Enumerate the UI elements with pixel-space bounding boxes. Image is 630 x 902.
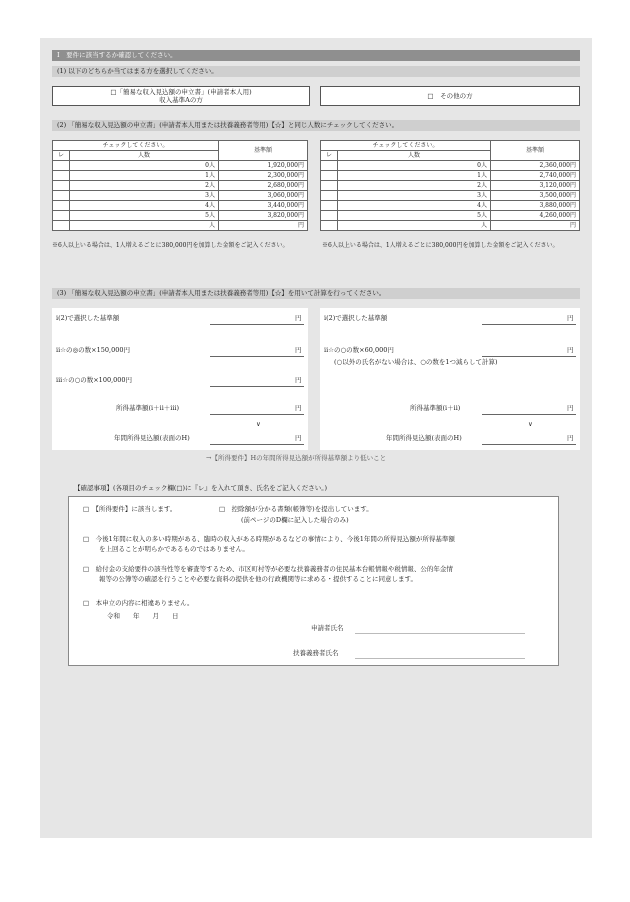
right-calc-box: [320, 308, 580, 450]
confirm-item-consent-cont: 報等の公簿等の確認を行うことや必要な資料の提供を他の行政機関等に求める・提供することに同意します。: [99, 575, 417, 583]
left-annual-input[interactable]: [210, 444, 304, 445]
value-cell: 4,260,000円: [491, 211, 580, 221]
left-calc-i: i(2)で選択した基準額: [56, 314, 120, 322]
check-cell[interactable]: [321, 161, 338, 171]
less-than-mark: ∨: [256, 420, 261, 428]
people-cell: 0人: [338, 161, 491, 171]
table-row[interactable]: [53, 181, 308, 191]
left-calc-box: [52, 308, 308, 450]
yen-label: 円: [295, 314, 302, 322]
people-cell: 5人: [338, 211, 491, 221]
yen-label: 円: [295, 404, 302, 412]
right-table-note: ※6人以上いる場合は、1人増えるごとに380,000円を加算した金額をご記入ください。: [322, 242, 559, 249]
right-calc-i: i(2)で選択した基準額: [324, 314, 388, 322]
people-cell: 人: [70, 221, 219, 231]
check-cell[interactable]: [321, 211, 338, 221]
left-total-input[interactable]: [210, 414, 304, 415]
people-cell: 1人: [338, 171, 491, 181]
people-cell: 1人: [70, 171, 219, 181]
check-cell[interactable]: [53, 201, 70, 211]
left-table-note: ※6人以上いる場合は、1人増えるごとに380,000円を加算した金額をご記入ください。: [52, 242, 289, 249]
confirm-item-no-excess-cont: を上回ることが明らかであるものではありません。: [99, 545, 249, 553]
people-cell: 人: [338, 221, 491, 231]
left-calc-iii: iii☆の○の数×100,000円: [56, 376, 133, 384]
less-than-mark: ∨: [528, 420, 533, 428]
check-cell[interactable]: [53, 171, 70, 181]
left-i-input[interactable]: [210, 324, 304, 325]
option-a-line2: 収入基準Aの方: [159, 96, 203, 104]
people-cell: 4人: [338, 201, 491, 211]
value-cell: 2,300,000円: [219, 171, 308, 181]
table-row[interactable]: [53, 221, 308, 231]
income-requirement-note: →【所得要件】Hの年間所得見込額が所得基準額より低いこと: [206, 454, 387, 462]
left-iii-input[interactable]: [210, 386, 304, 387]
table-row[interactable]: [53, 171, 308, 181]
confirm-item-consent[interactable]: □ 給付金の支給要件の該当性等を審査等するため、市区町村等が必要な扶養義務者の住民基本台帳情報や税情報、公的年金情: [83, 565, 453, 573]
value-cell: 3,120,000円: [491, 181, 580, 191]
right-calc-ii-note: (○以外の氏名がない場合は、○の数を1つ減らして計算): [334, 358, 498, 366]
value-cell: 2,360,000円: [491, 161, 580, 171]
people-cell: 0人: [70, 161, 219, 171]
check-cell[interactable]: [321, 201, 338, 211]
people-cell: 4人: [70, 201, 219, 211]
table-row[interactable]: [321, 161, 580, 171]
people-cell: 5人: [70, 211, 219, 221]
check-cell[interactable]: [53, 211, 70, 221]
right-check-header: チェックしてください。: [321, 141, 491, 151]
applicant-name-input[interactable]: [355, 633, 525, 634]
table-row[interactable]: [53, 191, 308, 201]
option-a-line1: □「簡易な収入見込額の申立書」(申請者本人用): [110, 87, 252, 96]
section-title: I 要件に該当するか確認してください。: [52, 50, 580, 61]
confirm-item-income[interactable]: □ 【所得要件】に該当します。: [83, 505, 177, 513]
left-col-check: レ: [53, 151, 70, 161]
table-row[interactable]: [53, 211, 308, 221]
confirm-item-deduction-note: (前ページのD欄に記入した場合のみ): [241, 516, 349, 524]
check-cell[interactable]: [321, 221, 338, 231]
guardian-name-input[interactable]: [355, 658, 525, 659]
value-cell: 2,680,000円: [219, 181, 308, 191]
left-calc-total: 所得基準額(i＋ii＋iii): [116, 404, 180, 412]
right-calc-ii: ii☆の○の数×60,000円: [324, 346, 394, 354]
guardian-name-label: 扶養義務者氏名: [293, 649, 339, 657]
q2-label: (2) 「簡易な収入見込額の申立書」(申請者本人用または扶養義務者等用)【☆】と同じ人数にチェックしてください。: [52, 120, 580, 131]
table-row[interactable]: [53, 161, 308, 171]
confirm-box: [68, 496, 559, 666]
table-row[interactable]: [321, 181, 580, 191]
check-cell[interactable]: [53, 181, 70, 191]
right-ii-input[interactable]: [482, 356, 576, 357]
right-base-table: [320, 140, 580, 231]
left-col-base: 基準額: [219, 141, 308, 161]
value-cell: 円: [219, 221, 308, 231]
value-cell: 3,060,000円: [219, 191, 308, 201]
table-row[interactable]: [53, 201, 308, 211]
check-cell[interactable]: [53, 191, 70, 201]
check-cell[interactable]: [53, 221, 70, 231]
value-cell: 1,920,000円: [219, 161, 308, 171]
left-calc-ii: ii☆の◎の数×150,000円: [56, 346, 130, 354]
right-col-check: レ: [321, 151, 338, 161]
value-cell: 3,820,000円: [219, 211, 308, 221]
yen-label: 円: [295, 346, 302, 354]
yen-label: 円: [567, 404, 574, 412]
people-cell: 2人: [338, 181, 491, 191]
q3-label: (3) 「簡易な収入見込額の申立書」(申請者本人用または扶養義務者等用)【☆】を用いて計算を行ってください。: [52, 288, 580, 299]
table-row[interactable]: [321, 191, 580, 201]
check-cell[interactable]: [53, 161, 70, 171]
confirm-item-deduction[interactable]: □ 控除額が分かる書類(帳簿等)を提出しています。: [219, 505, 373, 513]
right-i-input[interactable]: [482, 324, 576, 325]
value-cell: 3,440,000円: [219, 201, 308, 211]
right-col-base: 基準額: [491, 141, 580, 161]
yen-label: 円: [567, 346, 574, 354]
left-col-people: 人数: [70, 151, 219, 161]
check-cell[interactable]: [321, 181, 338, 191]
table-row[interactable]: [321, 171, 580, 181]
people-cell: 3人: [338, 191, 491, 201]
left-ii-input[interactable]: [210, 356, 304, 357]
table-row[interactable]: [321, 221, 580, 231]
check-cell[interactable]: [321, 171, 338, 181]
left-check-header: チェックしてください。: [53, 141, 219, 151]
value-cell: 3,500,000円: [491, 191, 580, 201]
yen-label: 円: [567, 314, 574, 322]
value-cell: 3,880,000円: [491, 201, 580, 211]
confirm-item-no-excess[interactable]: □ 今後1年間に収入の多い時期がある、臨時の収入がある時期があるなどの事情により、今後1年間の所得見込額が所得基準額: [83, 535, 455, 543]
right-annual-input[interactable]: [482, 444, 576, 445]
yen-label: 円: [295, 376, 302, 384]
check-cell[interactable]: [321, 191, 338, 201]
date-field[interactable]: 令和 年 月 日: [107, 612, 179, 620]
option-a-box[interactable]: [52, 86, 310, 106]
value-cell: 2,740,000円: [491, 171, 580, 181]
people-cell: 3人: [70, 191, 219, 201]
option-b-box[interactable]: [320, 86, 580, 106]
q1-label: (1) 以下のどちらか当てはまる方を選択してください。: [52, 66, 580, 77]
right-total-input[interactable]: [482, 414, 576, 415]
table-row[interactable]: [321, 211, 580, 221]
applicant-name-label: 申請者氏名: [311, 624, 344, 632]
value-cell: 円: [491, 221, 580, 231]
people-cell: 2人: [70, 181, 219, 191]
right-calc-annual: 年間所得見込額(表面のH): [386, 434, 462, 442]
left-base-table: [52, 140, 308, 231]
yen-label: 円: [295, 434, 302, 442]
yen-label: 円: [567, 434, 574, 442]
option-b-label: □ その他の方: [427, 91, 473, 100]
confirm-item-truth[interactable]: □ 本申立の内容に相違ありません。: [83, 599, 194, 607]
right-calc-total: 所得基準額(i＋ii): [410, 404, 461, 412]
right-col-people: 人数: [338, 151, 491, 161]
left-calc-annual: 年間所得見込額(表面のH): [114, 434, 190, 442]
table-row[interactable]: [321, 201, 580, 211]
confirm-title: 【確認事項】(各項目のチェック欄(□)に『レ』を入れて頂き、氏名をご記入ください。): [74, 484, 328, 492]
